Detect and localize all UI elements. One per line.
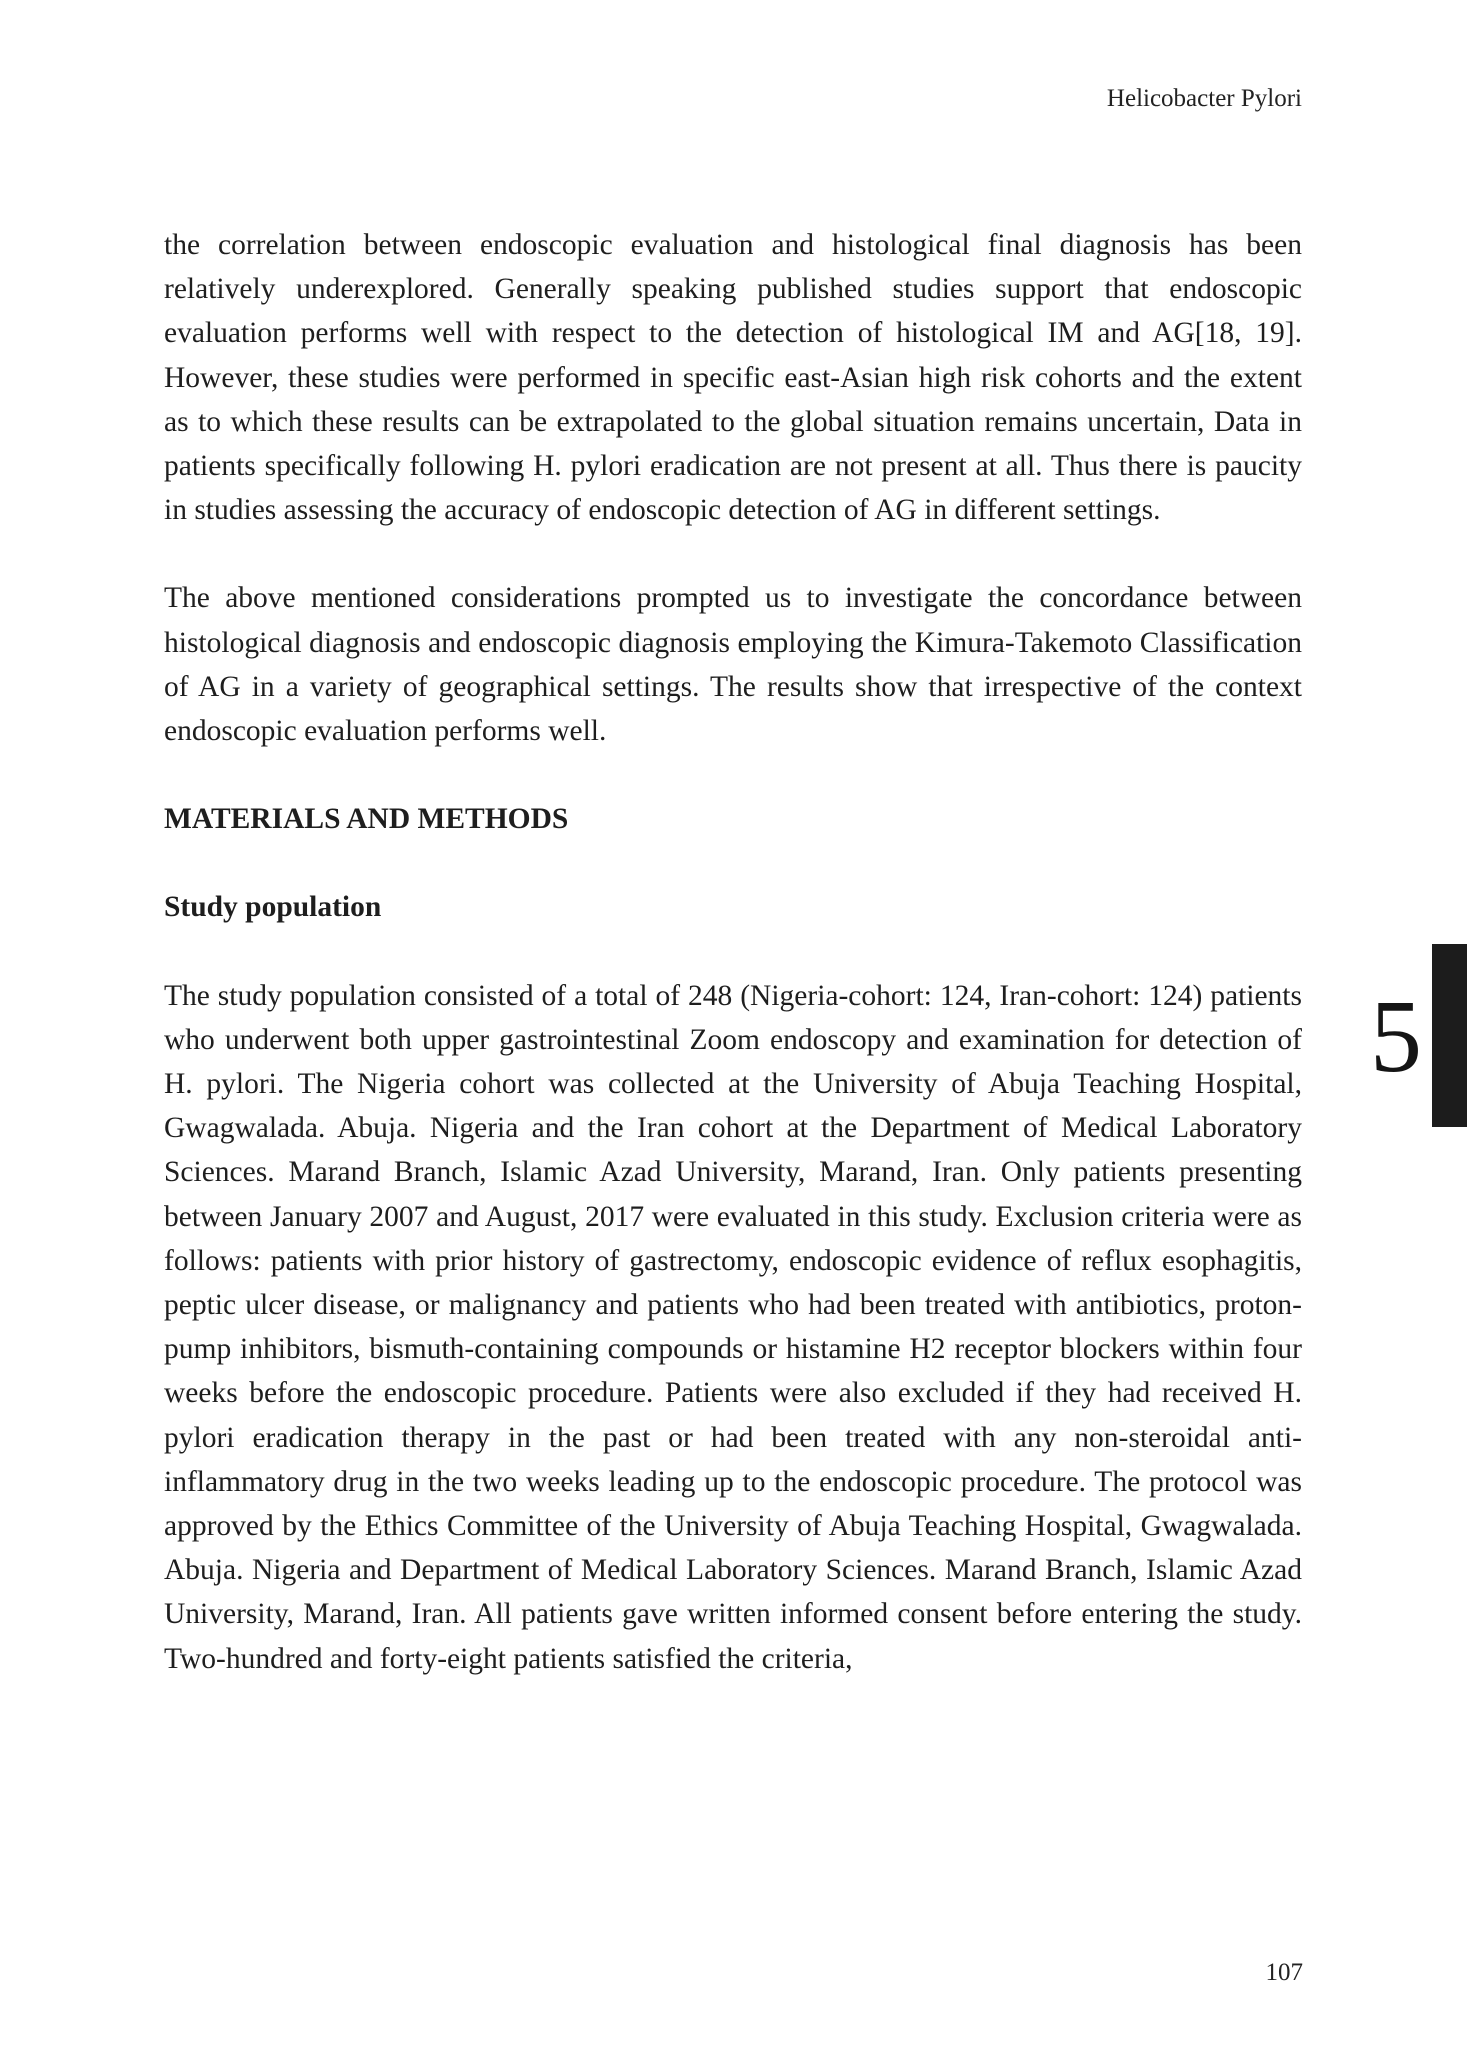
- study-population-paragraph: The study population consisted of a total of 248 (Nigeria-cohort: 124, Iran-cohort: 124) patients who underwent both upper gastrointestinal Zoom endoscopy and examination for detection of H. pylori. The Nigeria cohort was collected at the University of Abuja Teaching Hospital, Gwagwalada. Abuja. Nigeria and the Iran cohort at the Department of Medical Laboratory Sciences. Marand Branch, Islamic Azad University, Marand, Iran. Only patients presenting between January 2007 and August, 2017 were evaluated in this study. Exclusion criteria were as follows: patients with prior history of gastrectomy, endoscopic evidence of reflux esophagitis, peptic ulcer disease, or malignancy and patients who had been treated with antibiotics, proton-pump inhibitors, bismuth-containing compounds or histamine H2 receptor blockers within four weeks before the endoscopic procedure. Patients were also excluded if they had received H. pylori eradication therapy in the past or had been treated with any non-steroidal anti-inflammatory drug in the two weeks leading up to the endoscopic procedure. The protocol was approved by the Ethics Committee of the University of Abuja Teaching Hospital, Gwagwalada. Abuja. Nigeria and Department of Medical Laboratory Sciences. Marand Branch, Islamic Azad University, Marand, Iran. All patients gave written informed consent before entering the study. Two-hundred and forty-eight patients satisfied the criteria,: [164, 979, 1302, 1675]
- chapter-number: 5: [1370, 979, 1422, 1094]
- chapter-thumb-tab: [1432, 944, 1467, 1127]
- page-number: 107: [1265, 1959, 1303, 1986]
- running-header-title: Helicobacter Pylori: [1106, 85, 1302, 112]
- paragraph-spacer: [164, 841, 1302, 885]
- section-heading-materials-methods: MATERIALS AND METHODS: [164, 803, 569, 836]
- paragraph-spacer: [164, 930, 1302, 974]
- page-body: [164, 223, 1302, 1681]
- intro-paragraph-2: The above mentioned considerations prompted us to investigate the concordance between histological diagnosis and endoscopic diagnosis employing the Kimura-Takemoto Classification of AG in a variety of geographical settings. The results show that irrespective of the context endoscopic evaluation performs well.: [164, 582, 1302, 748]
- paragraph-spacer: [164, 532, 1302, 576]
- intro-paragraph-1: the correlation between endoscopic evaluation and histological final diagnosis has been relatively underexplored. Generally speaking published studies support that endoscopic evaluation performs well with respect to the detection of histological IM and AG[18, 19]. However, these studies were performed in specific east-Asian high risk cohorts and the extent as to which these results can be extrapolated to the global situation remains uncertain, Data in patients specifically following H. pylori eradication are not present at all. Thus there is paucity in studies assessing the accuracy of endoscopic detection of AG in different settings.: [164, 229, 1302, 527]
- paragraph-spacer: [164, 753, 1302, 797]
- subsection-heading-study-population: Study population: [164, 891, 382, 924]
